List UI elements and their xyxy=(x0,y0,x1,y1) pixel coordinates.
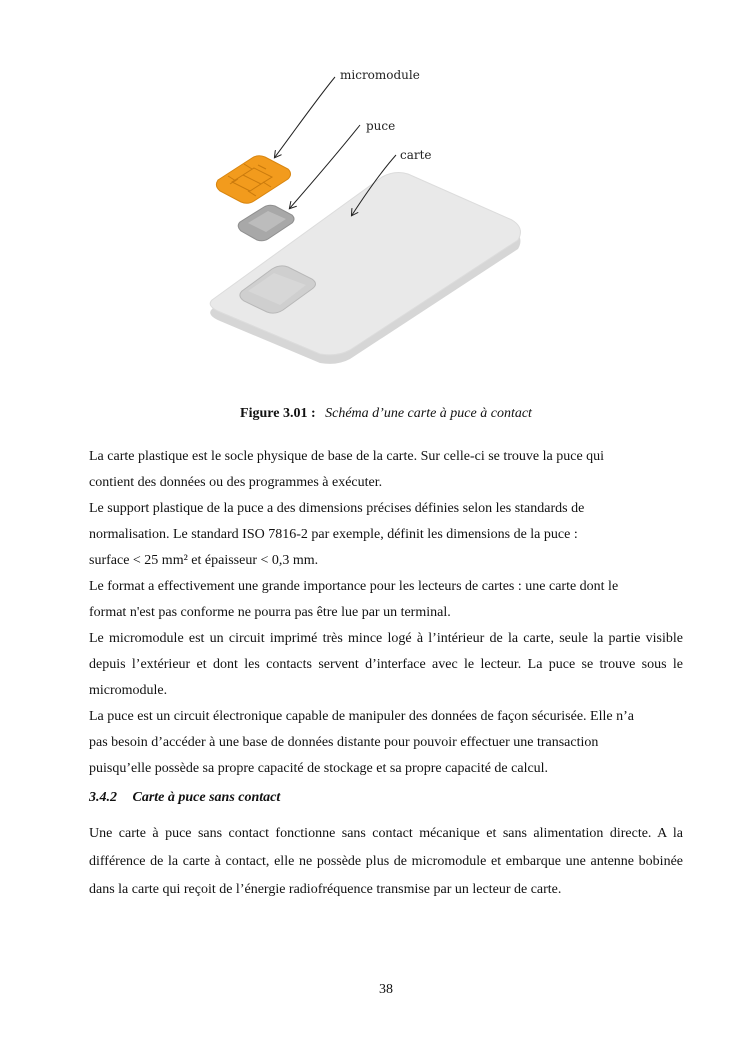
section-heading xyxy=(89,790,280,806)
body-text xyxy=(89,444,683,782)
paragraph-line: La carte plastique est le socle physique de base de la carte. Sur celle-ci se trouve la puce qui xyxy=(89,449,605,464)
paragraph-line: normalisation. Le standard ISO 7816-2 par exemple, définit les dimensions de la puce : xyxy=(89,527,578,542)
caption-title: Schéma d’une carte à puce à contact xyxy=(325,406,532,421)
paragraph-line: puisqu’elle possède sa propre capacité de stockage et sa propre capacité de calcul. xyxy=(89,761,549,776)
smart-card-diagram xyxy=(200,55,540,375)
smart-card-svg xyxy=(200,55,540,375)
label-micromodule: micromodule xyxy=(340,68,420,82)
page-number: 38 xyxy=(379,982,393,997)
paragraph-line: Le format a effectivement une grande importance pour les lecteurs de cartes : une carte dont le xyxy=(89,579,619,594)
card xyxy=(210,173,520,355)
paragraph-line: Le support plastique de la puce a des dimensions précises définies selon les standards de xyxy=(89,501,585,516)
micromodule-arrow xyxy=(275,77,335,157)
section-number: 3.4.2 xyxy=(89,790,117,805)
label-carte: carte xyxy=(400,148,432,162)
paragraph-line: surface < 25 mm² et épaisseur < 0,3 mm. xyxy=(89,553,319,568)
paragraph-line: La puce est un circuit électronique capable de manipuler des données de façon sécurisée. Elle n’a xyxy=(89,709,634,724)
micromodule xyxy=(216,156,290,204)
paragraph-line: pas besoin d’accéder à une base de données distante pour pouvoir effectuer une transaction xyxy=(89,735,599,750)
section-paragraph: Une carte à puce sans contact fonctionne sans contact mécanique et sans alimentation directe. A la différence de la carte à contact, elle ne possède plus de micromodule et embarque une antenne bobinée dans la carte qui reçoit de l’énergie radiofréquence transmise par un lecteur de carte. xyxy=(89,826,683,897)
caption-number: Figure 3.01 : xyxy=(240,406,316,421)
paragraph-micromodule: Le micromodule est un circuit imprimé très mince logé à l’intérieur de la carte, seule la partie visible depuis l’extérieur et dont les contacts servent d’interface avec le lecteur. La puce se trouve sous le micromodule. xyxy=(89,631,683,698)
section-title: Carte à puce sans contact xyxy=(132,790,281,805)
puce-arrow xyxy=(290,125,360,208)
figure-caption xyxy=(0,406,745,422)
section-body xyxy=(89,820,683,904)
paragraph-line: contient des données ou des programmes à exécuter. xyxy=(89,475,383,490)
label-puce: puce xyxy=(366,119,396,133)
paragraph-line: format n'est pas conforme ne pourra pas être lue par un terminal. xyxy=(89,605,451,620)
